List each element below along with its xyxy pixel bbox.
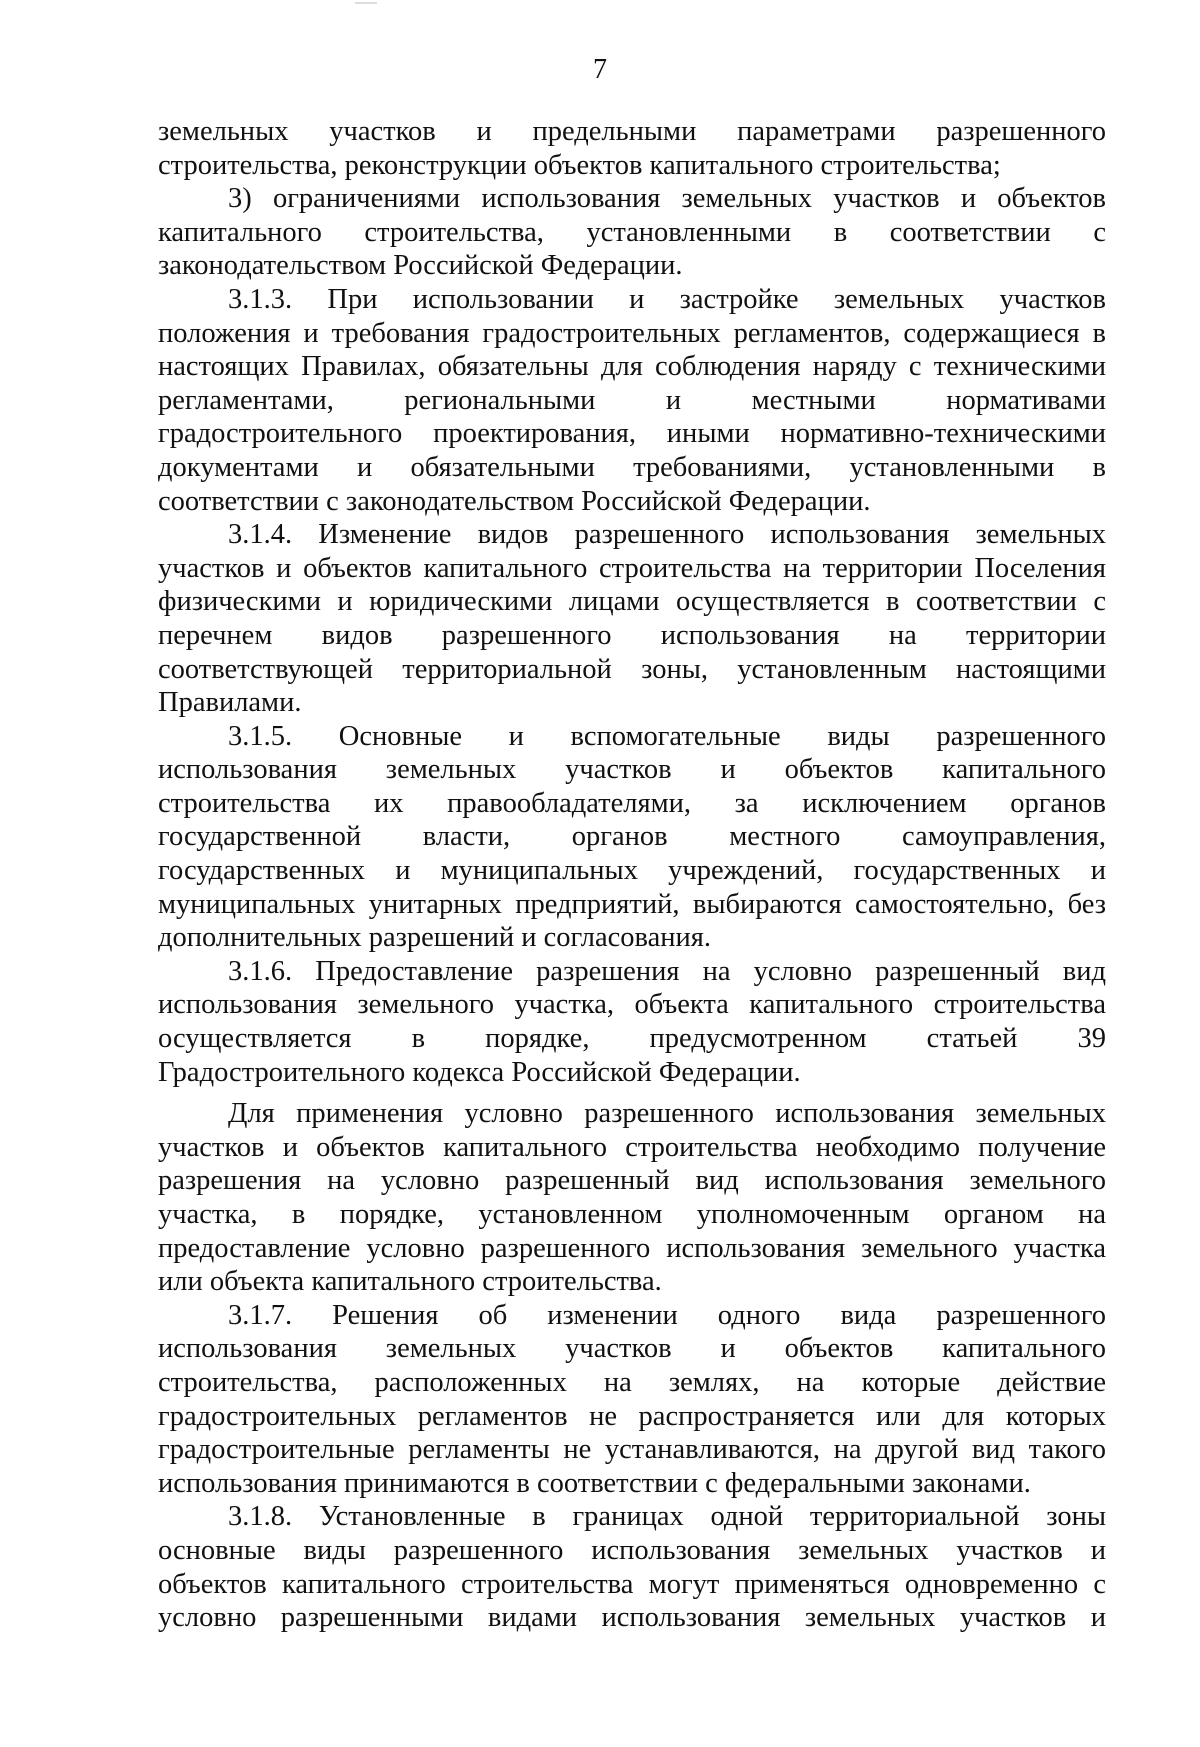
body-text xyxy=(158,115,1106,1635)
text-line: 3.1.7. Решения об изменении одного вида разрешенного xyxy=(228,1299,1106,1331)
text-line: Для применения условно разрешенного использования земельных xyxy=(228,1098,1106,1130)
text-line: Правилами. xyxy=(158,687,302,719)
text-line: градостроительных регламентов не распространяется или для которых xyxy=(158,1400,1106,1432)
text-line: соответствии с законодательством Российской Федерации. xyxy=(158,485,871,517)
text-line: государственных и муниципальных учреждений, государственных и xyxy=(158,855,1106,887)
text-line: предоставление условно разрешенного использования земельного участка xyxy=(158,1232,1106,1264)
text-line: законодательством Российской Федерации. xyxy=(158,250,683,282)
text-line: строительства их правообладателями, за исключением органов xyxy=(158,787,1106,819)
page-number: 7 xyxy=(593,54,607,85)
text-line: муниципальных унитарных предприятий, выбираются самостоятельно, без xyxy=(158,888,1106,920)
text-line: объектов капитального строительства могут применяться одновременно с xyxy=(158,1568,1106,1600)
text-line: земельных участков и предельными параметрами разрешенного xyxy=(158,116,1106,147)
text-line: градостроительного проектирования, иными нормативно-техническими xyxy=(158,418,1106,450)
paragraph-gap xyxy=(158,1089,1106,1097)
text-line: положения и требования градостроительных регламентов, содержащиеся в xyxy=(158,317,1106,349)
text-line: документами и обязательными требованиями, установленными в xyxy=(158,451,1106,483)
text-line: осуществляется в порядке, предусмотренном статьей 39 xyxy=(158,1023,1106,1055)
text-line: условно разрешенными видами использования земельных участков и xyxy=(158,1602,1106,1634)
text-line: 3.1.8. Установленные в границах одной территориальной зоны xyxy=(228,1501,1106,1533)
text-line: 3.1.6. Предоставление разрешения на условно разрешенный вид xyxy=(228,955,1106,987)
text-line: использования земельного участка, объекта капитального строительства xyxy=(158,989,1106,1021)
text-line: 3.1.5. Основные и вспомогательные виды разрешенного xyxy=(228,720,1106,752)
text-line: регламентами, региональными и местными нормативами xyxy=(158,384,1106,416)
text-line: 3.1.4. Изменение видов разрешенного использования земельных xyxy=(228,519,1106,551)
text-line: использования земельных участков и объектов капитального xyxy=(158,1333,1106,1365)
text-line: основные виды разрешенного использования земельных участков и xyxy=(158,1534,1106,1566)
text-line: капитального строительства, установленными в соответствии с xyxy=(158,216,1106,248)
text-line: градостроительные регламенты не устанавливаются, на другой вид такого xyxy=(158,1434,1106,1466)
text-line: участков и объектов капитального строительства на территории Поселения xyxy=(158,552,1106,584)
text-line: строительства, расположенных на землях, на которые действие xyxy=(158,1366,1106,1398)
text-line: государственной власти, органов местного самоуправления, xyxy=(158,821,1106,853)
text-line: дополнительных разрешений и согласования. xyxy=(158,922,711,954)
text-line: или объекта капитального строительства. xyxy=(158,1266,662,1298)
text-line: участков и объектов капитального строительства необходимо получение xyxy=(158,1131,1106,1163)
text-line: 3) ограничениями использования земельных участков и объектов xyxy=(228,183,1106,215)
text-line: 3.1.3. При использовании и застройке земельных участков xyxy=(228,283,1106,315)
text-line: соответствующей территориальной зоны, установленным настоящими xyxy=(158,653,1106,685)
text-line: строительства, реконструкции объектов капитального строительства; xyxy=(158,149,1001,181)
text-line: настоящих Правилах, обязательны для соблюдения наряду с техническими xyxy=(158,351,1106,383)
text-line: использования земельных участков и объектов капитального xyxy=(158,754,1106,786)
text-line: перечнем видов разрешенного использования на территории xyxy=(158,619,1106,651)
text-line: использования принимаются в соответствии с федеральными законами. xyxy=(158,1467,1031,1499)
scan-artifact xyxy=(355,2,377,4)
text-line: физическими и юридическими лицами осуществляется в соответствии с xyxy=(158,586,1106,618)
text-line: разрешения на условно разрешенный вид использования земельного xyxy=(158,1165,1106,1197)
text-line: участка, в порядке, установленном уполномоченным органом на xyxy=(158,1199,1106,1230)
text-line: Градостроительного кодекса Российской Федерации. xyxy=(158,1056,801,1088)
